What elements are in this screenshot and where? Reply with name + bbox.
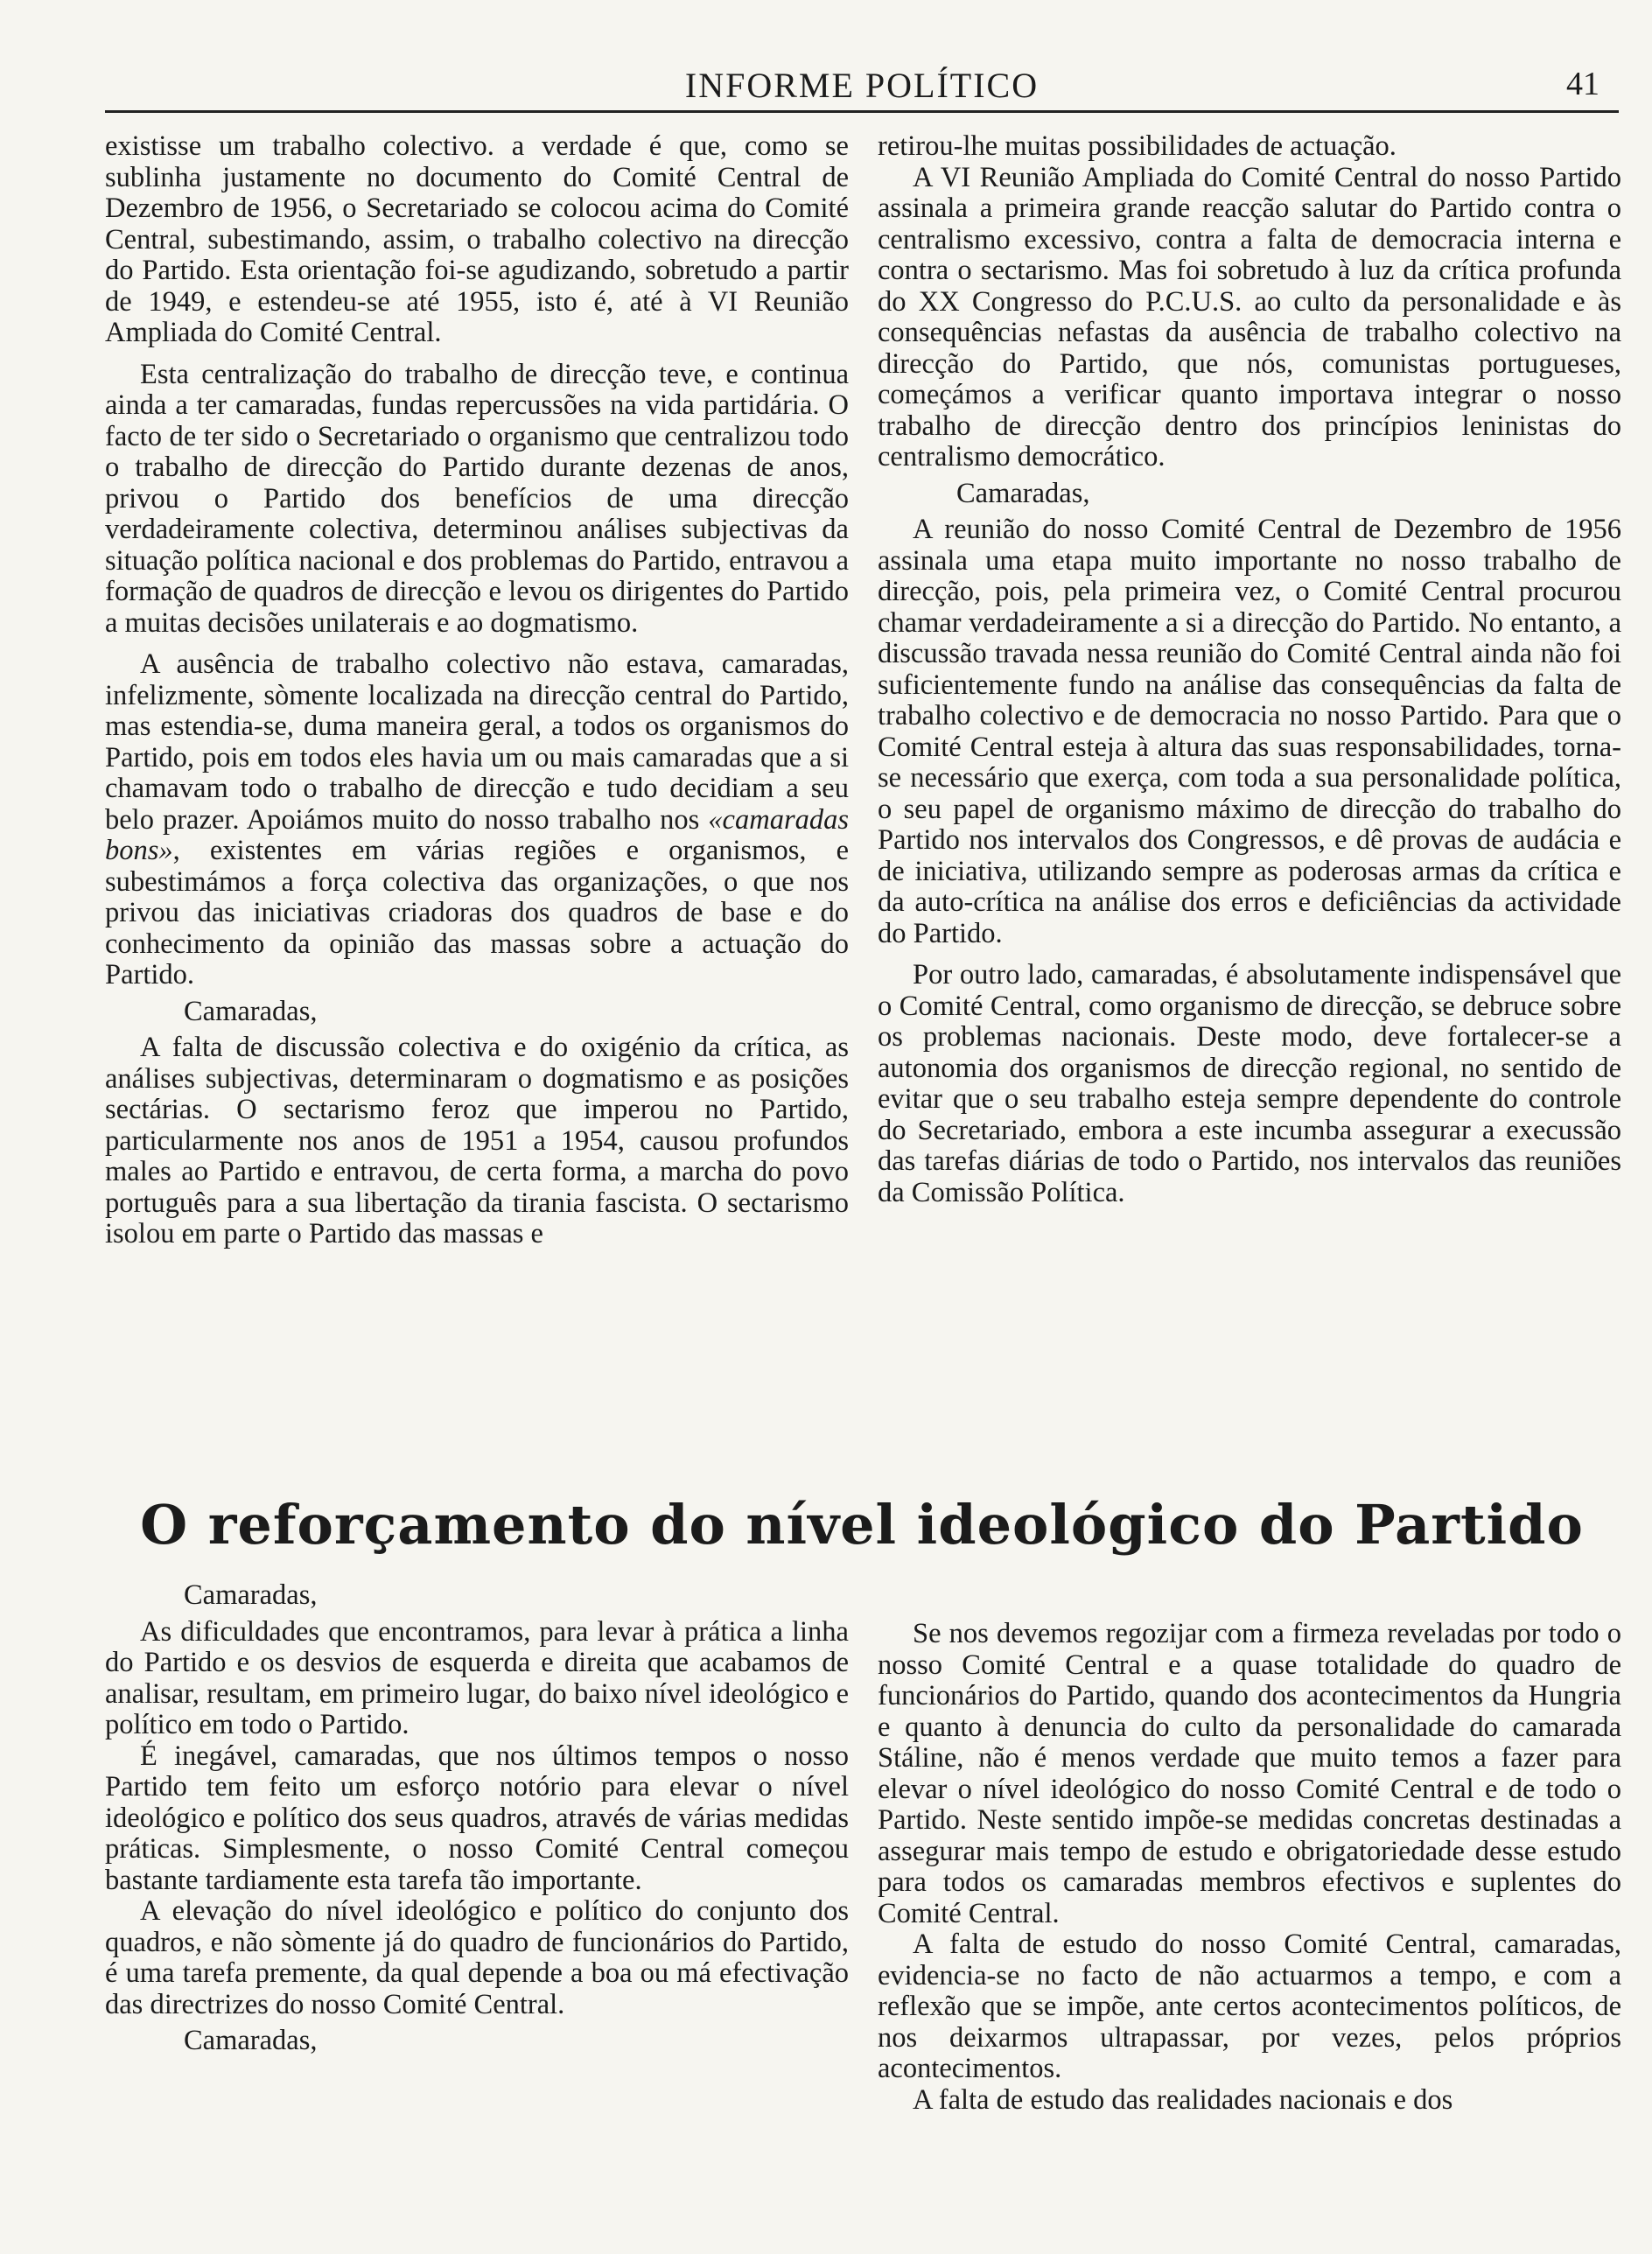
section-heading: O reforçamento do nível ideológico do Partido (140, 1493, 1584, 1557)
paragraph-text: , existentes em várias regiões e organismos, e subestimámos a força colectiva das organizações, o que nos privou das iniciativas criadoras dos quadros de base e do conhecimento da opinião das massas sobre a actuação do Partido. (105, 835, 849, 990)
paragraph: A falta de estudo do nosso Comité Central, camaradas, evidencia-se no facto de não actuarmos a tempo, e com a reflexão que se impõe, ante certos acontecimentos políticos, de nos deixarmos ultrapassar, por vezes, pelos próprios acontecimentos. (878, 1928, 1621, 2084)
paragraph: retirou-lhe muitas possibilidades de actuação. (878, 130, 1396, 162)
bottom-left-column (105, 1575, 849, 2062)
top-right-column (878, 131, 1621, 1208)
salutation: Camaradas, (184, 1579, 318, 1611)
paragraph: existisse um trabalho colectivo. a verdade é que, como se sublinha justamente no documento do Comité Central de Dezembro de 1956, o Secretariado se colocou acima do Comité Central, subestimando, assim, o trabalho colectivo na direcção do Partido. Esta orientação foi-se agudizando, sobretudo a partir de 1949, e estendeu-se até 1955, isto é, até à VI Reunião Ampliada do Comité Central. (105, 130, 849, 348)
paragraph: A elevação do nível ideológico e político do conjunto dos quadros, e não sòmente já do quadro de funcionários do Partido, é uma tarefa premente, da qual depende a boa ou má efectivação das directrizes do nosso Comité Central. (105, 1895, 849, 2020)
top-left-column (105, 131, 849, 1250)
paragraph: A falta de estudo das realidades nacionais e dos (913, 2083, 1453, 2116)
emphasis-text: «camaradas bons» (105, 803, 849, 866)
paragraph: Se nos devemos regozijar com a firmeza reveladas por todo o nosso Comité Central e a quase totalidade do quadro de funcionários do Partido, quando dos acontecimentos da Hungria e quanto à denuncia do culto da personalidade do camarada Stáline, não é menos verdade que muito temos a fazer para elevar o nível ideológico do nosso Comité Central e de todo o Partido. Neste sentido impõe-se medidas concretas destinadas a assegurar mais tempo de estudo e obrigatoriedade desse estudo para todos os camaradas membros efectivos e suplentes do Comité Central. (878, 1618, 1621, 1929)
page-number: 41 (1566, 66, 1600, 102)
paragraph: A reunião do nosso Comité Central de Dezembro de 1956 assinala uma etapa muito importante no nosso trabalho de direcção, pois, pela primeira vez, o Comité Central procurou chamar verdadeiramente a si a direcção do Partido. No entanto, a discussão travada nessa reunião do Comité Central ainda não foi suficientemente fundo na análise das consequências da falta de trabalho colectivo e de democracia no nosso Partido. Para que o Comité Central esteja à altura das suas responsabilidades, torna-se necessário que exerça, com toda a sua personalidade política, o seu papel de organismo máximo de direcção do trabalho do Partido nos intervalos dos Congressos, e dê provas de audácia e de iniciativa, utilizando sempre as poderosas armas da crítica e da auto-crítica na análise dos erros e deficiências da actividade do Partido. (878, 514, 1621, 949)
salutation: Camaradas, (184, 2025, 318, 2056)
paragraph: A falta de discussão colectiva e do oxigénio da crítica, as análises subjectivas, determinaram o dogmatismo e as posições sectárias. O sectarismo feroz que imperou no Partido, particularmente nos anos de 1951 a 1954, causou profundos males ao Partido e entravou, de certa forma, a marcha do povo português para a sua libertação da tirania fascista. O sectarismo isolou em parte o Partido das massas e (105, 1032, 849, 1250)
paragraph: Por outro lado, camaradas, é absolutamente indispensável que o Comité Central, como organismo de direcção, se debruce sobre os problemas nacionais. Deste modo, deve fortalecer-se a autonomia dos organismos de direcção regional, no sentido de evitar que o seu trabalho esteja sempre dependente do controle do Secretariado, embora a este incumba assegurar a execussão das tarefas diárias de todo o Partido, nos intervalos das reuniões da Comissão Política. (878, 959, 1621, 1208)
paragraph: A VI Reunião Ampliada do Comité Central do nosso Partido assinala a primeira grande reacção salutar do Partido contra o centralismo excessivo, contra a falta de democracia interna e contra o sectarismo. Mas foi sobretudo à luz da crítica profunda do XX Congresso do P.C.U.S. ao culto da personalidade e às consequências nefastas da ausência de trabalho colectivo na direcção do Partido, que nós, comunistas portugueses, começámos a verificar quanto importava integrar o nosso trabalho de direcção dentro dos princípios leninistas do centralismo democrático. (878, 161, 1621, 472)
paragraph: As dificuldades que encontramos, para levar à prática a linha do Partido e os desvios de esquerda e direita que acabamos de analisar, resultam, em primeiro lugar, do baixo nível ideológico e político em todo o Partido. (105, 1615, 849, 1740)
paragraph: É inegável, camaradas, que nos últimos tempos o nosso Partido tem feito um esforço notório para elevar o nível ideológico e político dos seus quadros, através de várias medidas práticas. Simplesmente, o nosso Comité Central começou bastante tardiamente esta tarefa tão importante. (105, 1740, 849, 1896)
header-title: INFORME POLÍTICO (684, 66, 1040, 105)
bottom-right-column (878, 1619, 1621, 2116)
salutation: Camaradas, (184, 995, 318, 1027)
paragraph: Esta centralização do trabalho de direcção teve, e continua ainda a ter camaradas, fundas repercussões na vida partidária. O facto de ter sido o Secretariado o organismo que centralizou todo o trabalho de direcção do Partido durante dezenas de anos, privou o Partido dos benefícios de uma direcção verdadeiramente colectiva, determinou análises subjectivas da situação política nacional e dos problemas do Partido, entravou a formação de quadros de direcção e levou os dirigentes do Partido a muitas decisões unilaterais e ao dogmatismo. (105, 358, 849, 639)
paragraph (105, 649, 849, 991)
paragraph-text: A ausência de trabalho colectivo não estava, camaradas, infelizmente, sòmente localizada na direcção central do Partido, mas estendia-se, duma maneira geral, a todos os organismos do Partido, pois em todos eles havia um ou mais camaradas que a si chamavam todo o trabalho de direcção e tudo decidiam a seu belo prazer. Apoiámos muito do nosso trabalho nos (105, 648, 849, 836)
running-header (105, 61, 1619, 113)
salutation: Camaradas, (956, 477, 1090, 509)
